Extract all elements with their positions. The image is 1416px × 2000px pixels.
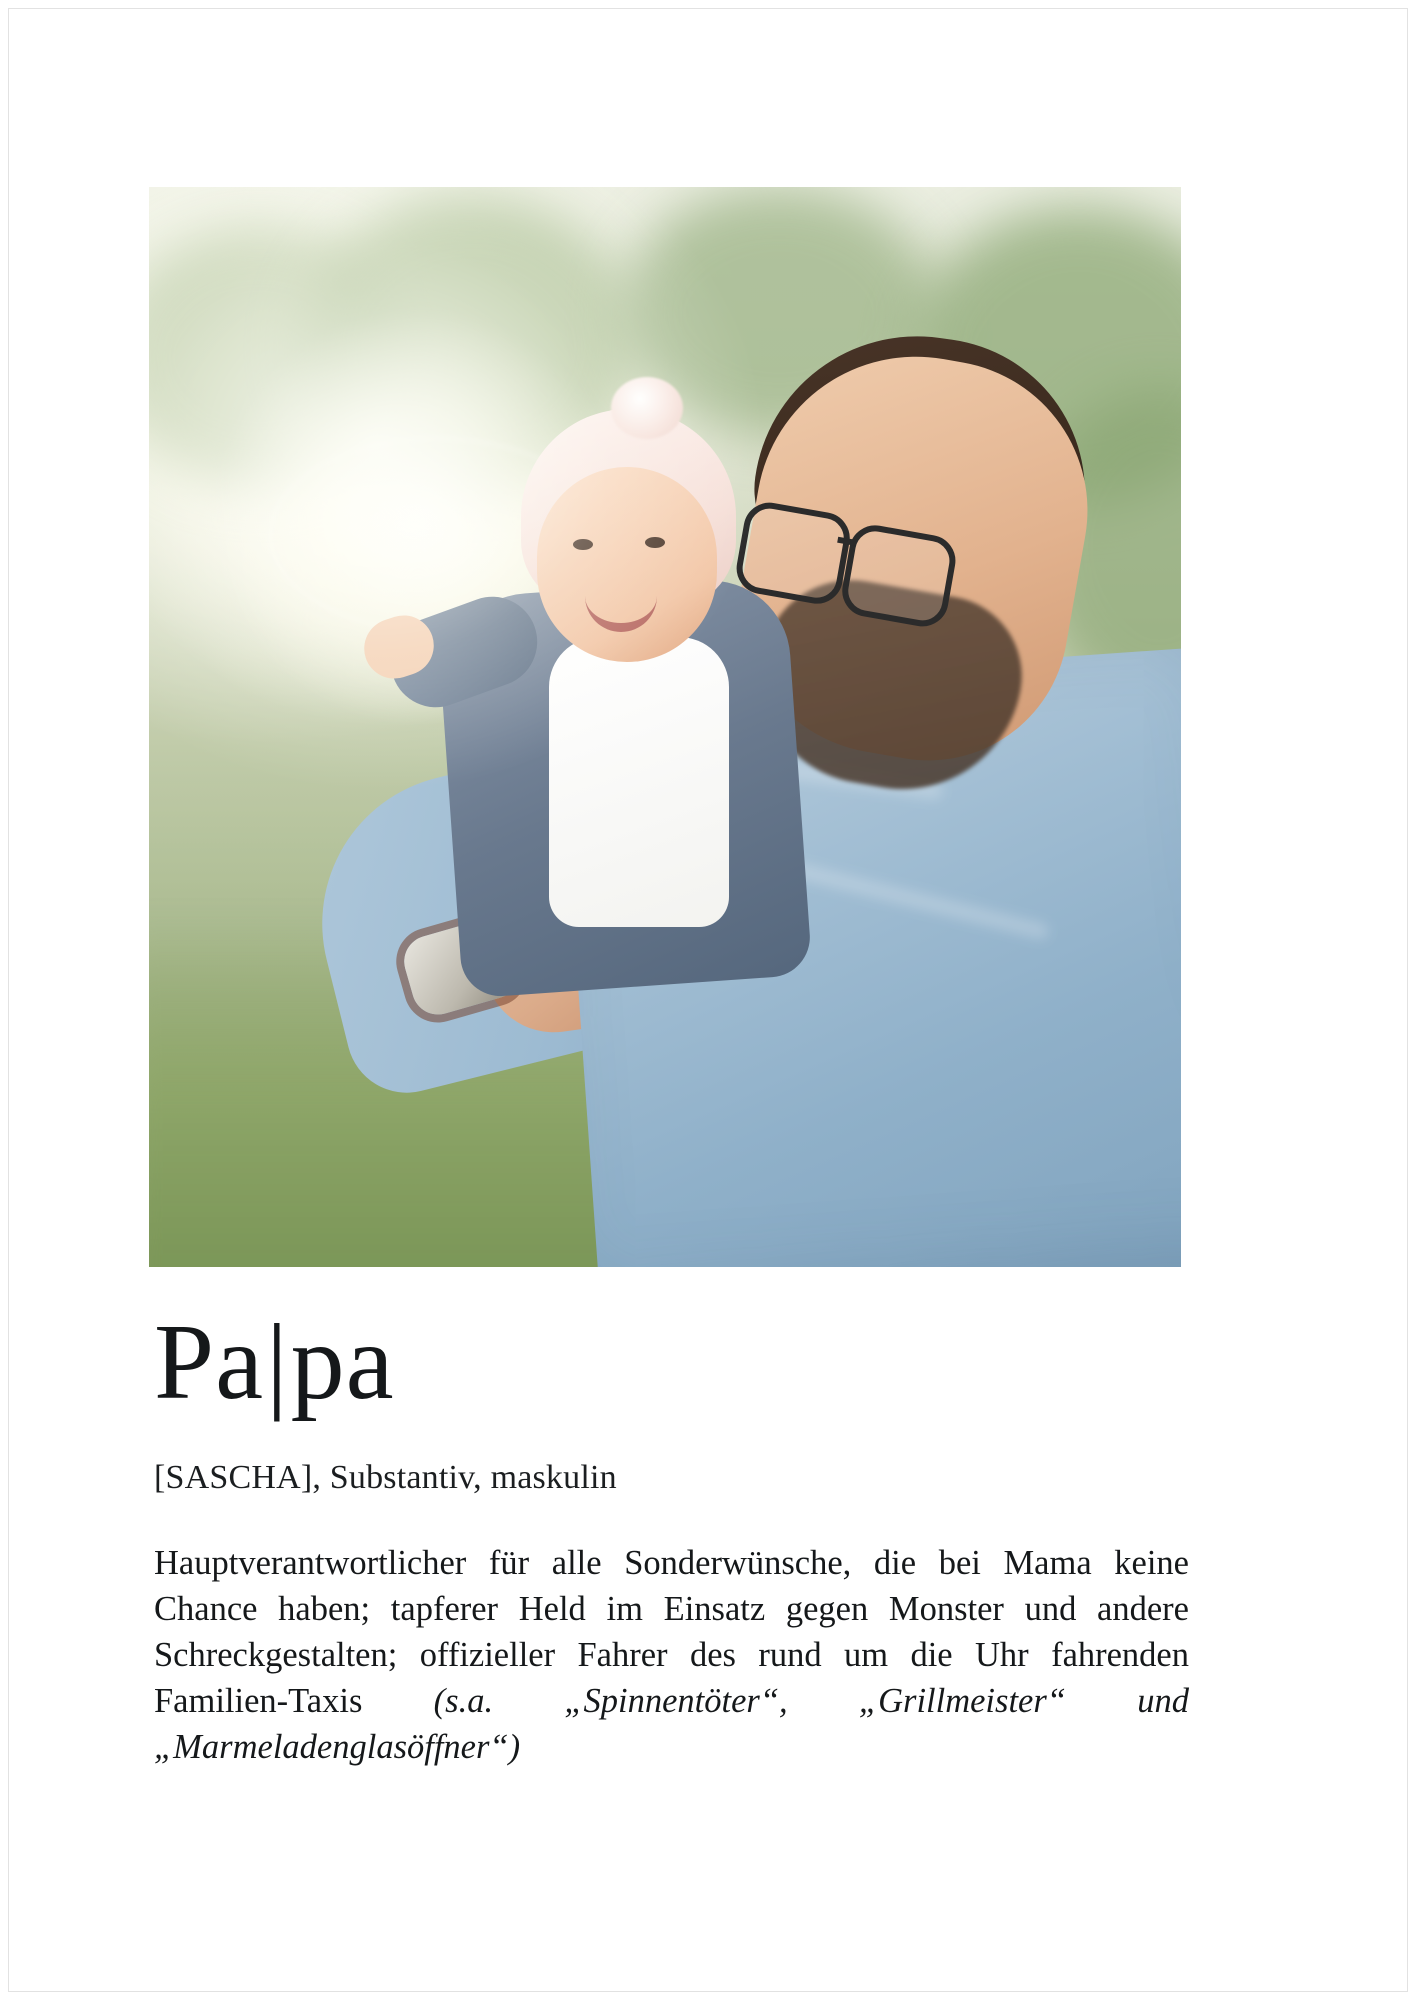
baby-eye-right [645,537,665,548]
photo-background [149,187,1181,1267]
baby-face [537,467,717,662]
definition-main: Hauptverantwortlicher für alle Sonderwünsche, die bei Mama keine Chance haben; tapferer Held im Einsatz gegen Monster und andere Schreckgestalten; offizieller Fahrer des rund um die Uhr fahrenden Familien-Taxis [154,1544,1189,1720]
word-metadata: [SASCHA], Substantiv, maskulin [154,1459,617,1496]
headword-part-1: Pa [154,1303,264,1422]
definition-block [154,1303,1189,1770]
headword-separator: | [266,1303,289,1422]
glasses-lens-right [838,521,959,630]
poster-frame [8,8,1408,1992]
page-title [154,1303,1189,1422]
baby-shirt [549,637,729,927]
hat-pompom [611,377,683,439]
baby-eye-left [573,539,593,550]
definition-see-also: (s.a. „Spinnentöter“, „Grillmeister“ und „Marmeladenglasöffner“) [154,1681,1189,1766]
definition-text [154,1541,1189,1770]
headword-part-2: pa [290,1303,395,1422]
poster-photo [149,187,1181,1267]
